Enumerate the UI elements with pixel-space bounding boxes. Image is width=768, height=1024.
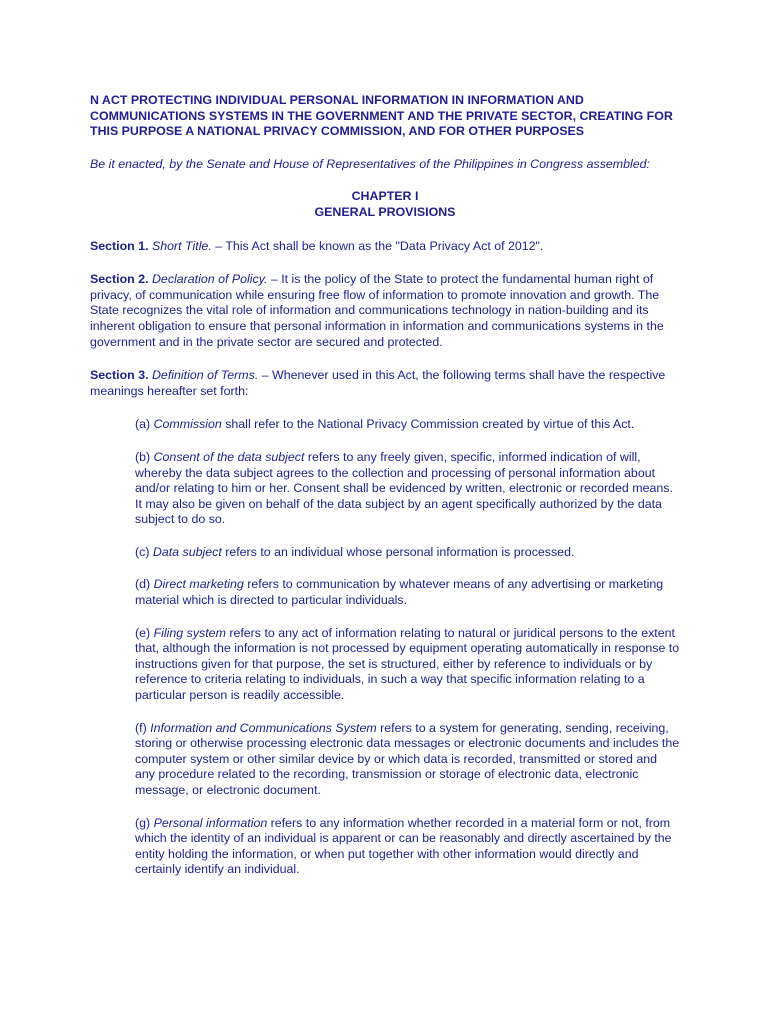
definition-label: (g) — [135, 815, 154, 830]
definition-text: shall refer to the National Privacy Commission created by virtue of this Act. — [221, 417, 635, 432]
definitions-list — [135, 417, 680, 878]
definition-label: (b) — [135, 449, 154, 464]
section-3 — [90, 368, 680, 399]
section-number: Section 2. — [90, 272, 149, 287]
definition-text: refers to any information whether recorded in a material form or not, from which the identity of an individual is apparent or can be reasonably and directly ascertained by the entity holding the information, or when put together with other information would directly and certainly identify an individual. — [135, 815, 672, 877]
definition-text: refers to communication by whatever means of any advertising or marketing material which is directed to particular individuals. — [135, 577, 664, 608]
chapter-name: GENERAL PROVISIONS — [314, 204, 456, 219]
definition-term: Personal information — [153, 815, 268, 830]
definition-label: (d) — [135, 577, 154, 592]
section-1 — [90, 239, 680, 255]
definition-text: refers to an individual whose personal information is processed. — [221, 544, 575, 559]
definition-term: Commission — [153, 417, 222, 432]
definition-commission — [135, 417, 680, 433]
document-title: N ACT PROTECTING INDIVIDUAL PERSONAL INFORMATION IN INFORMATION AND COMMUNICATIONS SYSTEMS IN THE GOVERNMENT AND THE PRIVATE SECTOR, CREATING FOR THIS PURPOSE A NATIONAL PRIVACY COMMISSION, AND FOR OTHER PURPOSES — [90, 93, 673, 139]
section-heading: Short Title. — [151, 238, 212, 253]
section-text: – This Act shall be known as the "Data Privacy Act of 2012". — [211, 238, 544, 253]
definition-term: Information and Communications System — [150, 720, 377, 735]
document-page — [90, 93, 680, 895]
definition-label: (f) — [135, 720, 151, 735]
definition-term: Consent of the data subject — [153, 449, 305, 464]
section-heading: Declaration of Policy. — [151, 272, 268, 287]
definition-text: refers to any act of information relating to natural or juridical persons to the extent that, although the information is not processed by equipment operating automatically in response to instructions given for that purpose, the set is structured, either by reference to individuals or by reference to criteria relating to individuals, in such a way that specific information relating to a particular person is readily accessible. — [135, 625, 680, 703]
definition-text: refers to a system for generating, sending, receiving, storing or otherwise processing electronic data messages or electronic documents and includes the computer system or other similar device by or which data is recorded, transmitted or stored and any procedure related to the recording, transmission or storage of electronic data, electronic message, or electronic document. — [135, 720, 680, 797]
definition-label: (a) — [135, 417, 154, 432]
definition-direct-marketing — [135, 577, 680, 608]
definition-ict-system — [135, 721, 680, 799]
definition-filing-system — [135, 626, 680, 704]
definition-label: (e) — [135, 625, 154, 640]
definition-label: (c) — [135, 544, 153, 559]
chapter-number: CHAPTER I — [351, 189, 419, 204]
section-text: – Whenever used in this Act, the following terms shall have the respective meanings hereafter set forth: — [90, 368, 666, 398]
definition-term: Filing system — [153, 625, 226, 640]
definition-consent — [135, 450, 680, 528]
section-number: Section 1. — [90, 238, 149, 253]
section-heading: Definition of Terms. — [151, 368, 259, 383]
section-number: Section 3. — [90, 368, 149, 383]
chapter-heading — [90, 189, 680, 220]
section-text: – It is the policy of the State to protect the fundamental human right of privacy, of communication while ensuring free flow of information to promote innovation and growth. The State recognizes the vital role of information and communications technology in nation-building and its inherent obligation to ensure that personal information in information and communications systems in the government and in the private sector are secured and protected. — [90, 272, 664, 349]
definition-data-subject — [135, 545, 680, 561]
section-2 — [90, 272, 680, 350]
definition-text: refers to any freely given, specific, informed indication of will, whereby the data subject agrees to the collection and processing of personal information about and/or relating to him or her. Consent shall be evidenced by written, electronic or recorded means. It may also be given on behalf of the data subject by an agent specifically authorized by the data subject to do so. — [135, 449, 673, 527]
definition-term: Direct marketing — [153, 577, 244, 592]
definition-term: Data subject — [152, 544, 222, 559]
enacting-clause: Be it enacted, by the Senate and House of Representatives of the Philippines in Congress assembled: — [90, 156, 650, 171]
definition-personal-information — [135, 816, 680, 878]
